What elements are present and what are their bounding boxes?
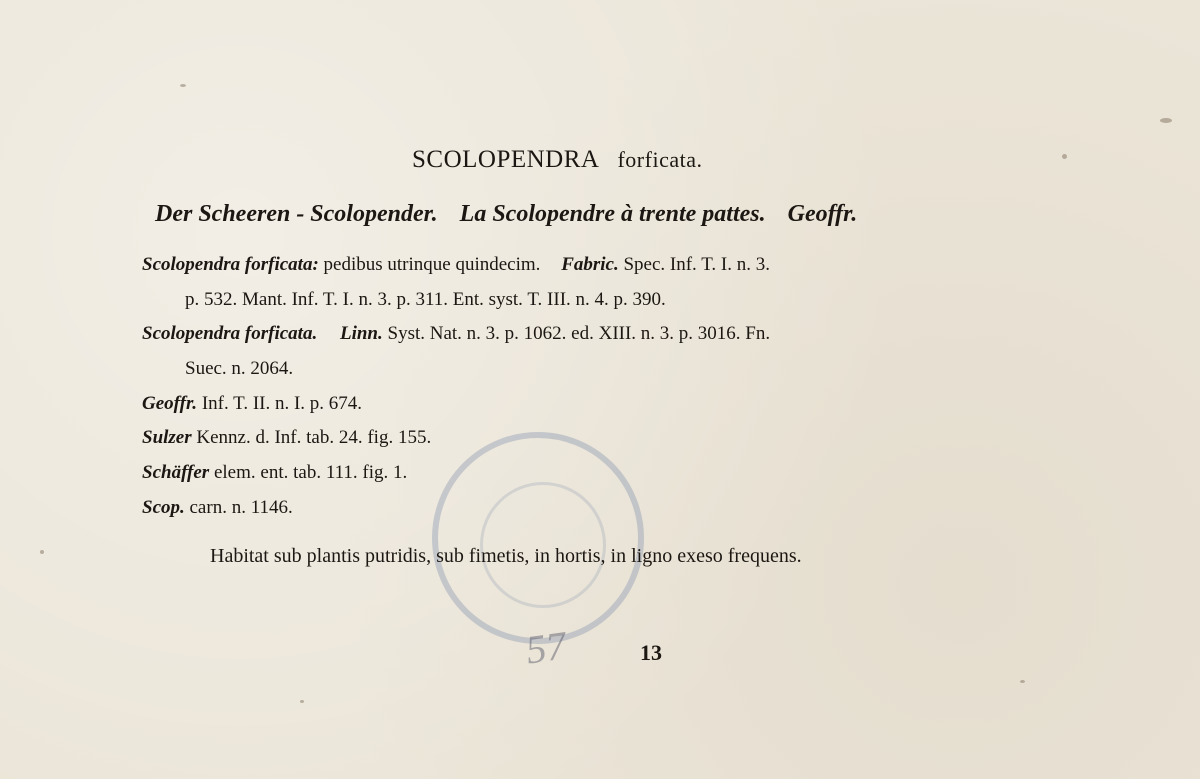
reference-author: Scolopendra forficata.: [142, 323, 318, 344]
reference-line: [142, 462, 407, 484]
reference-text: elem. ent. tab. 111. fig. 1.: [213, 462, 408, 483]
page-title: [412, 146, 702, 174]
habitat-text: Habitat sub plantis putridis, sub fimetis, in hortis, in ligno exeso frequens.: [210, 545, 802, 567]
reference-author: Scop.: [142, 497, 185, 518]
reference-line: [185, 358, 293, 380]
library-stamp: [432, 432, 644, 673]
reference-line: [142, 497, 293, 519]
reference-line: [185, 289, 666, 311]
german-name: Der Scheeren - Scolopender.: [155, 201, 438, 227]
reference-author: Schäffer: [142, 462, 210, 483]
stamp-handwritten-mark: 57: [523, 622, 569, 673]
reference-author: Sulzer: [142, 427, 192, 448]
reference-author: Geoffr.: [142, 393, 198, 414]
reference-rest: Spec. Inf. T. I. n. 3.: [623, 254, 770, 275]
french-name-source: Geoffr.: [787, 201, 858, 227]
reference-text: Kennz. d. Inf. tab. 24. fig. 155.: [196, 427, 432, 448]
paper-speck: [300, 700, 304, 703]
paper-speck: [40, 550, 44, 554]
common-names: [155, 201, 857, 228]
paper-speck: [180, 84, 186, 87]
reference-cite: Linn.: [339, 323, 383, 344]
page-number: 13: [640, 640, 662, 665]
paper-speck: [1160, 118, 1172, 123]
reference-text: carn. n. 1146.: [189, 497, 293, 518]
reference-author: Scolopendra forficata:: [142, 254, 319, 275]
reference-line: [142, 254, 770, 276]
reference-text: p. 532. Mant. Inf. T. I. n. 3. p. 311. Ent. syst. T. III. n. 4. p. 390.: [185, 289, 666, 310]
reference-text: Suec. n. 2064.: [185, 358, 294, 379]
genus-name: SCOLOPENDRA: [412, 146, 600, 173]
reference-text: pedibus utrinque quindecim.: [323, 254, 541, 275]
reference-rest: Syst. Nat. n. 3. p. 1062. ed. XIII. n. 3. p. 3016. Fn.: [387, 323, 771, 344]
reference-line: [142, 323, 770, 345]
french-name: La Scolopendre à trente pattes.: [459, 201, 766, 227]
paper-speck: [1020, 680, 1025, 683]
reference-text: Inf. T. II. n. I. p. 674.: [201, 393, 363, 414]
reference-line: [142, 393, 362, 415]
paper-speck: [1062, 154, 1067, 159]
reference-cite: Fabric.: [561, 254, 619, 275]
species-name: forficata.: [617, 147, 703, 172]
reference-line: [142, 427, 431, 449]
